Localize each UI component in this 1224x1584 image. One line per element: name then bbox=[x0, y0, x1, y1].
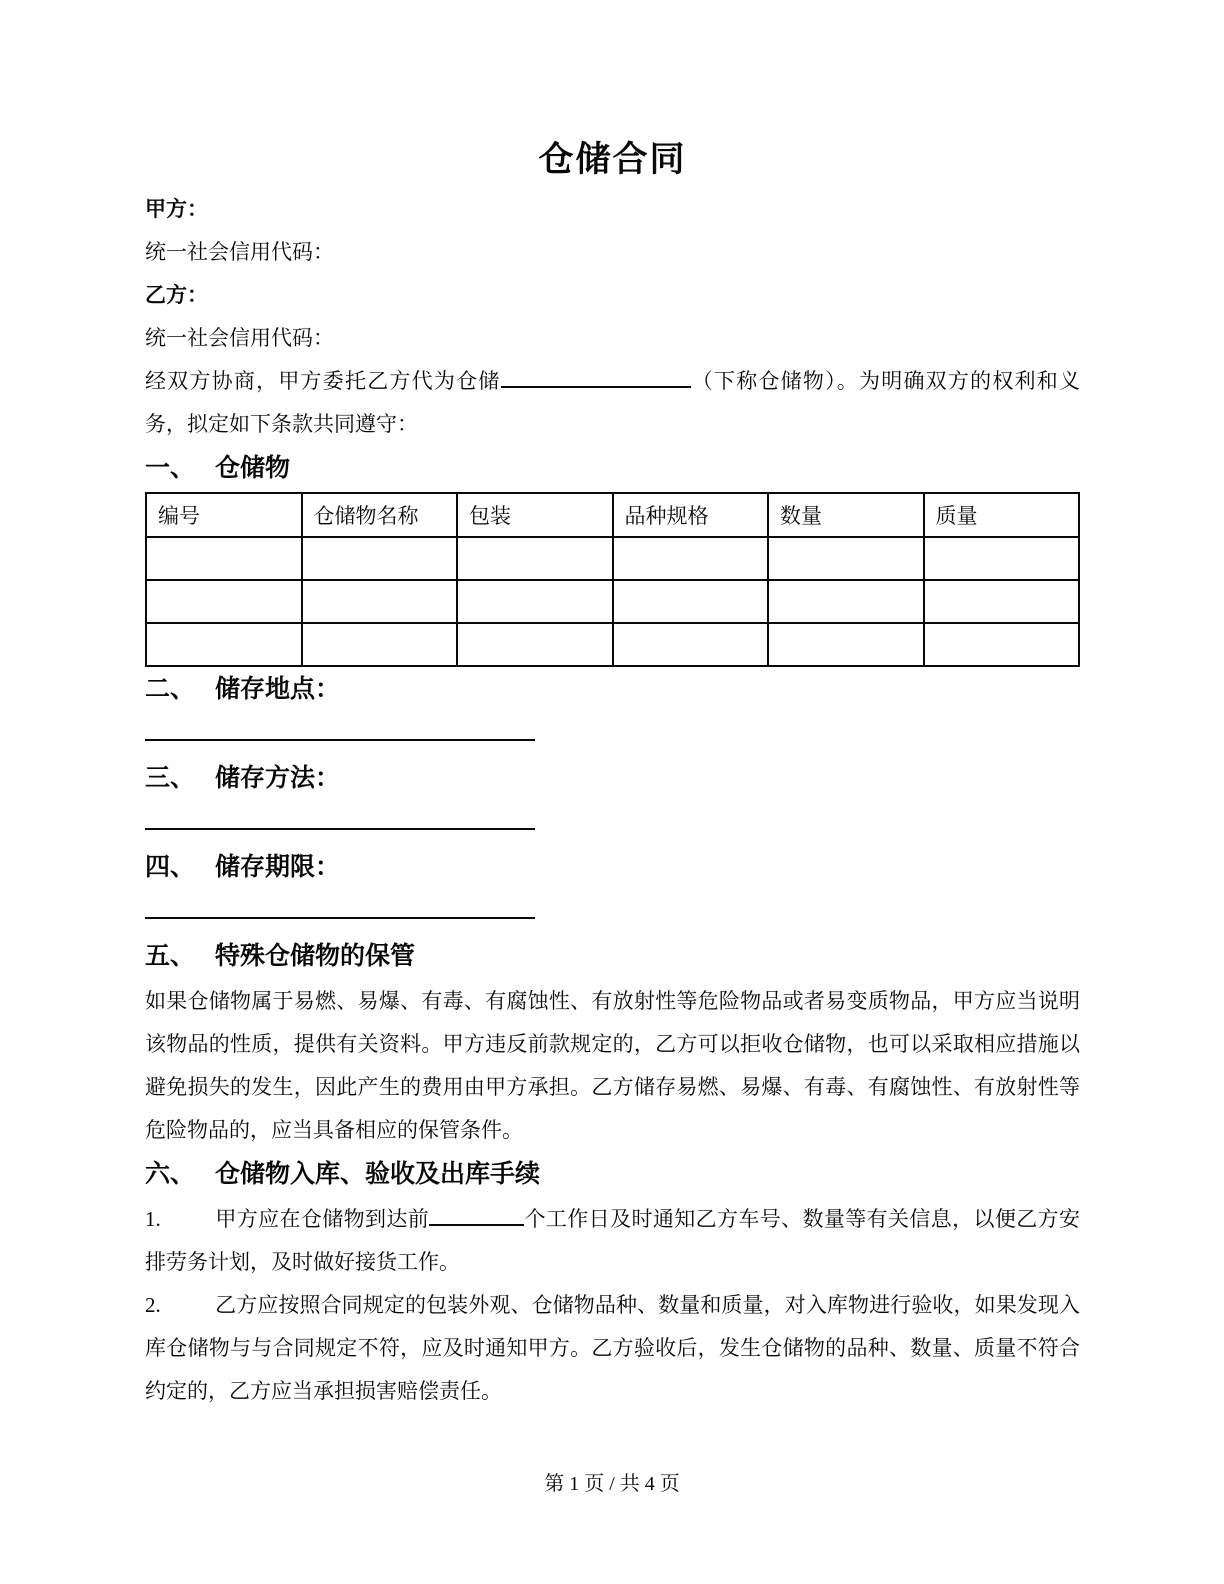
section-5-body: 如果仓储物属于易燃、易爆、有毒、有腐蚀性、有放射性等危险物品或者易变质物品，甲方应当说明该物品的性质，提供有关资料。甲方违反前款规定的，乙方可以拒收仓储物，也可以采取相应措施以避免损失的发生，因此产生的费用由甲方承担。乙方储存易燃、易爆、有毒、有腐蚀性、有放射性等危险物品的，应当具备相应的保管条件。 bbox=[145, 989, 1080, 1142]
section-5-number: 五、 bbox=[145, 943, 196, 970]
goods-name-blank-field bbox=[501, 365, 691, 388]
goods-table-header-cell: 编号 bbox=[146, 493, 302, 537]
goods-table-empty-cell bbox=[613, 537, 769, 580]
goods-table-header-cell: 品种规格 bbox=[613, 493, 769, 537]
goods-table-header-cell: 数量 bbox=[768, 493, 924, 537]
storage-method-blank-field bbox=[145, 807, 535, 830]
storage-location-blank-line bbox=[145, 713, 1080, 756]
section-3-number: 三、 bbox=[145, 765, 196, 792]
section-6-number: 六、 bbox=[145, 1161, 196, 1188]
section-3-title: 储存方法： bbox=[215, 765, 341, 792]
section-6-title: 仓储物入库、验收及出库手续 bbox=[215, 1161, 541, 1188]
goods-table-empty-cell bbox=[768, 537, 924, 580]
goods-table-empty-row bbox=[146, 623, 1079, 666]
goods-table-empty-cell bbox=[768, 623, 924, 666]
goods-table-empty-cell bbox=[924, 537, 1080, 580]
page-title: 仓储合同 bbox=[538, 140, 687, 179]
item-2-text: 乙方应按照合同规定的包装外观、仓储物品种、数量和质量，对入库物进行验收，如果发现入库仓储物与与合同规定不符，应及时通知甲方。乙方验收后，发生仓储物的品种、数量、质量不符合约定的，乙方应当承担损害赔偿责任。 bbox=[145, 1293, 1080, 1403]
storage-period-blank-line bbox=[145, 891, 1080, 934]
section-4-heading bbox=[145, 845, 1080, 891]
goods-table-empty-row bbox=[146, 537, 1079, 580]
goods-table-empty-cell bbox=[924, 580, 1080, 623]
storage-method-blank-line bbox=[145, 802, 1080, 845]
goods-table-header-cell: 包装 bbox=[457, 493, 613, 537]
item-1-text-before-blank: 甲方应在仓储物到达前 bbox=[215, 1207, 430, 1231]
section-6-item-2 bbox=[145, 1284, 1080, 1413]
goods-table-empty-cell bbox=[457, 580, 613, 623]
storage-period-blank-field bbox=[145, 896, 535, 919]
section-5-heading bbox=[145, 934, 1080, 980]
storage-location-blank-field bbox=[145, 718, 535, 741]
goods-table-empty-cell bbox=[302, 580, 458, 623]
goods-table-empty-cell bbox=[924, 623, 1080, 666]
goods-table-empty-cell bbox=[302, 623, 458, 666]
intro-text-after-blank: （下称仓储物）。为明确双方的权利和义务，拟定如下条款共同遵守： bbox=[145, 369, 1081, 436]
goods-table-header-cell: 仓储物名称 bbox=[302, 493, 458, 537]
goods-table-empty-cell bbox=[613, 580, 769, 623]
notice-days-blank-field bbox=[429, 1203, 524, 1226]
goods-table-empty-row bbox=[146, 580, 1079, 623]
section-2-heading bbox=[145, 667, 1080, 713]
party-a-credit-code-label: 统一社会信用代码： bbox=[145, 240, 334, 264]
section-4-title: 储存期限： bbox=[215, 854, 341, 881]
goods-table-empty-cell bbox=[768, 580, 924, 623]
goods-table-empty-cell bbox=[146, 537, 302, 580]
goods-table-header-row bbox=[146, 493, 1079, 537]
intro-paragraph bbox=[145, 360, 1080, 446]
section-1-heading bbox=[145, 446, 1080, 492]
goods-table-empty-cell bbox=[302, 537, 458, 580]
section-6-heading bbox=[145, 1152, 1080, 1198]
party-a-label: 甲方： bbox=[145, 197, 208, 221]
goods-table-empty-cell bbox=[146, 580, 302, 623]
section-1-title: 仓储物 bbox=[215, 455, 291, 482]
intro-text-before-blank: 经双方协商，甲方委托乙方代为仓储 bbox=[145, 369, 501, 393]
section-2-title: 储存地点： bbox=[215, 676, 341, 703]
goods-table-empty-cell bbox=[613, 623, 769, 666]
goods-table-empty-cell bbox=[457, 623, 613, 666]
section-1-number: 一、 bbox=[145, 455, 196, 482]
page-number-footer: 第 1 页 / 共 4 页 bbox=[544, 1473, 680, 1495]
section-6-item-1 bbox=[145, 1198, 1080, 1284]
goods-table-empty-cell bbox=[146, 623, 302, 666]
section-2-number: 二、 bbox=[145, 676, 196, 703]
section-3-heading bbox=[145, 756, 1080, 802]
goods-table-empty-cell bbox=[457, 537, 613, 580]
section-5-title: 特殊仓储物的保管 bbox=[215, 943, 416, 970]
party-b-credit-code-label: 统一社会信用代码： bbox=[145, 326, 334, 350]
section-4-number: 四、 bbox=[145, 854, 196, 881]
goods-table-header-cell: 质量 bbox=[924, 493, 1080, 537]
item-2-number: 2. bbox=[145, 1293, 161, 1317]
item-1-text-after-blank: 个工作日及时通知乙方车号、数量等有关信息，以便乙方安排劳务计划，及时做好接货工作。 bbox=[145, 1207, 1081, 1274]
goods-table bbox=[145, 492, 1080, 667]
party-b-label: 乙方： bbox=[145, 283, 208, 307]
item-1-number: 1. bbox=[145, 1207, 161, 1231]
